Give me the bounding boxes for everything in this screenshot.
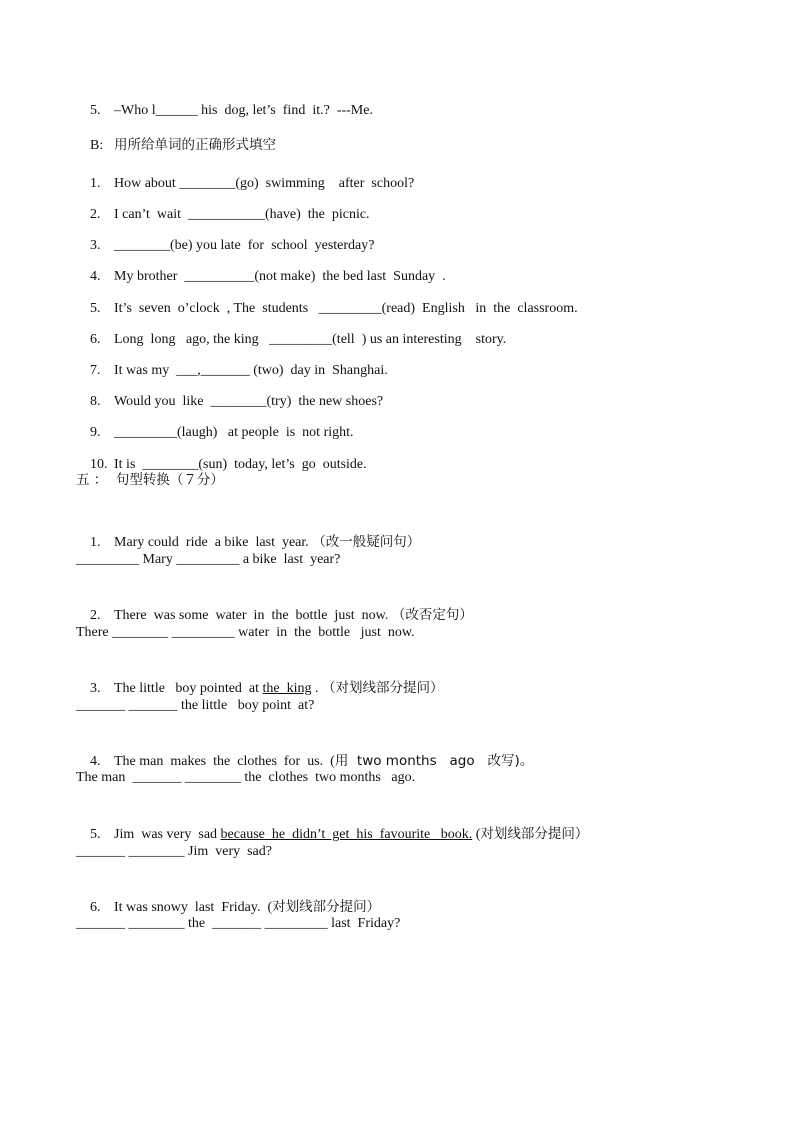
instruction-note: 对划线部分提问） <box>480 826 589 842</box>
item-text: There was some water in the bottle just now. <box>114 608 392 623</box>
underlined-phrase: the king <box>262 681 312 696</box>
section-label: B: <box>90 138 104 153</box>
item-number: 6. <box>90 900 101 915</box>
instruction-note: 用 two months ago 改写)。 <box>334 753 534 769</box>
item-number: 5. <box>90 827 101 842</box>
item-text: _________(laugh) at people is not right. <box>114 425 354 440</box>
item-number: 3. <box>90 238 101 253</box>
item-text: –Who l______ his dog, let’s find it.? ---Me. <box>114 103 373 118</box>
item-number: 2. <box>90 207 101 222</box>
instruction-note: （改否定句） <box>391 607 473 623</box>
item-number: 2. <box>90 608 101 623</box>
underlined-phrase: because he didn’t get his favourite book. <box>220 827 473 842</box>
item-text: Jim was very sad <box>114 827 221 842</box>
instruction-note: 对划线部分提问） <box>272 899 381 915</box>
item-number: 7. <box>90 363 101 378</box>
item-text-tail: ( <box>472 827 481 842</box>
item-number: 1. <box>90 535 101 550</box>
item-text: It’s seven o’clock , The students _________(read) English in the classroom. <box>114 301 578 316</box>
item-number: 4. <box>90 754 101 769</box>
item-text: How about ________(go) swimming after school? <box>114 176 415 191</box>
instruction-note: （对划线部分提问） <box>322 680 444 696</box>
item-number: 9. <box>90 425 101 440</box>
item-number: 5. <box>90 103 101 118</box>
s5-answer-2: There ________ _________ water in the bottle just now. <box>76 625 415 640</box>
item-text: My brother __________(not make) the bed last Sunday . <box>114 269 446 284</box>
item-text: The little boy pointed at <box>114 681 263 696</box>
item-text: Mary could ride a bike last year. <box>114 535 313 550</box>
item-number: 1. <box>90 176 101 191</box>
item-text: Long long ago, the king _________(tell ) us an interesting story. <box>114 332 507 347</box>
item-number: 8. <box>90 394 101 409</box>
s5-answer-4: The man _______ ________ the clothes two months ago. <box>76 770 416 785</box>
s5-answer-1: _________ Mary _________ a bike last year? <box>76 552 341 567</box>
item-text: It is ________(sun) today, let’s go outside. <box>114 457 367 472</box>
item-text: Would you like ________(try) the new shoes? <box>114 394 384 409</box>
item-text: I can’t wait ___________(have) the picnic. <box>114 207 370 222</box>
item-text: The man makes the clothes for us. ( <box>114 754 335 769</box>
s5-answer-5: _______ ________ Jim very sad? <box>76 844 272 859</box>
s5-answer-3: _______ _______ the little boy point at? <box>76 698 315 713</box>
item-number: 6. <box>90 332 101 347</box>
item-number: 4. <box>90 269 101 284</box>
item-number: 5. <box>90 301 101 316</box>
item-number: 10. <box>90 457 108 472</box>
item-text-tail: . <box>311 681 323 696</box>
item-text: ________(be) you late for school yesterday? <box>114 238 375 253</box>
item-text: It was snowy last Friday. ( <box>114 900 273 915</box>
section-5-heading: 五 ： 句型转换（７分） <box>76 472 224 488</box>
s5-answer-6: _______ ________ the _______ _________ last Friday? <box>76 916 401 931</box>
item-number: 3. <box>90 681 101 696</box>
section-title: 用所给单词的正确形式填空 <box>114 137 276 153</box>
instruction-note: （改一般疑问句） <box>312 534 421 550</box>
item-text: It was my ___,_______ (two) day in Shanghai. <box>114 363 388 378</box>
